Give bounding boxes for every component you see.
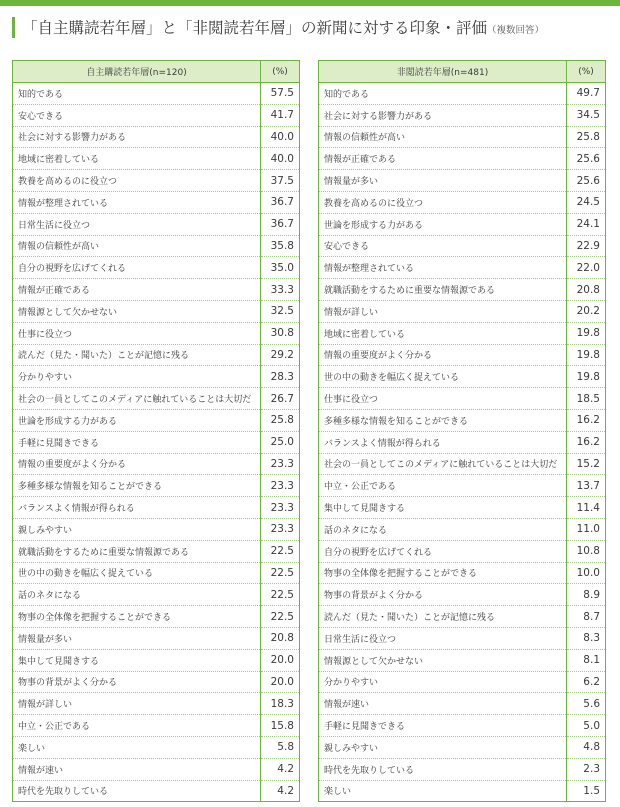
left-table-item-label: 情報源として欠かせない [13, 300, 261, 322]
left-table-row [13, 126, 300, 148]
left-table-item-value: 23.3 [261, 518, 300, 540]
left-table-item-label: 集中して見聞きする [13, 649, 261, 671]
left-table-row [13, 148, 300, 170]
left-table-body [13, 83, 300, 802]
right-table-row [319, 606, 606, 628]
right-table-item-label: 情報が正確である [319, 148, 567, 170]
right-table-header-row [319, 61, 606, 83]
left-table-item-value: 35.8 [261, 235, 300, 257]
left-table-item-value: 20.8 [261, 627, 300, 649]
left-table-item-value: 35.0 [261, 257, 300, 279]
right-table-item-label: 情報の重要度がよく分かる [319, 344, 567, 366]
right-table-item-value: 24.5 [567, 191, 606, 213]
left-table-item-label: 物事の背景がよく分かる [13, 671, 261, 693]
left-table-row [13, 736, 300, 758]
right-table-item-label: 世の中の動きを幅広く捉えている [319, 366, 567, 388]
left-table-row [13, 213, 300, 235]
right-table-row [319, 300, 606, 322]
right-table-item-value: 19.8 [567, 366, 606, 388]
left-table-row [13, 497, 300, 519]
left-table-item-value: 30.8 [261, 322, 300, 344]
right-table-row [319, 453, 606, 475]
left-table-item-value: 29.2 [261, 344, 300, 366]
left-table-row [13, 584, 300, 606]
right-table-item-label: 楽しい [319, 780, 567, 802]
right-table-row [319, 758, 606, 780]
left-table-item-label: 社会の一員としてこのメディアに触れていることは大切だ [13, 388, 261, 410]
right-table-item-value: 5.6 [567, 693, 606, 715]
left-table-row [13, 104, 300, 126]
right-table-item-value: 20.2 [567, 300, 606, 322]
left-table-item-value: 22.5 [261, 584, 300, 606]
right-table-item-value: 2.3 [567, 758, 606, 780]
left-table-item-value: 40.0 [261, 126, 300, 148]
right-table-item-label: 情報が整理されている [319, 257, 567, 279]
left-table-item-value: 36.7 [261, 213, 300, 235]
left-table-row [13, 170, 300, 192]
left-table-row [13, 431, 300, 453]
right-table-item-label: 情報源として欠かせない [319, 649, 567, 671]
left-table-item-value: 4.2 [261, 758, 300, 780]
right-table-row [319, 693, 606, 715]
left-table-item-label: 自分の視野を広げてくれる [13, 257, 261, 279]
left-table-row [13, 671, 300, 693]
right-table-item-label: 地域に密着している [319, 322, 567, 344]
right-table-item-value: 8.3 [567, 627, 606, 649]
right-table-body [319, 83, 606, 802]
left-table-item-label: 中立・公正である [13, 715, 261, 737]
left-table-row [13, 257, 300, 279]
right-table-item-value: 10.8 [567, 540, 606, 562]
left-table-item-label: 情報の重要度がよく分かる [13, 453, 261, 475]
right-table-item-label: 社会に対する影響力がある [319, 104, 567, 126]
left-table-item-label: 話のネタになる [13, 584, 261, 606]
left-table-unit: (%) [261, 61, 300, 83]
right-table-item-label: 情報の信頼性が高い [319, 126, 567, 148]
left-table-row [13, 344, 300, 366]
left-table-item-value: 40.0 [261, 148, 300, 170]
right-table-item-value: 13.7 [567, 475, 606, 497]
left-table-item-label: 情報が正確である [13, 279, 261, 301]
right-table-item-label: 読んだ（見た・聞いた）ことが記憶に残る [319, 606, 567, 628]
left-table-row [13, 606, 300, 628]
right-table-row [319, 562, 606, 584]
right-table-item-label: 情報量が多い [319, 170, 567, 192]
left-table-row [13, 540, 300, 562]
right-table-item-label: 集中して見聞きする [319, 497, 567, 519]
right-table-item-value: 15.2 [567, 453, 606, 475]
right-table-item-label: 手軽に見聞きできる [319, 715, 567, 737]
left-table-item-value: 18.3 [261, 693, 300, 715]
right-table-item-value: 22.9 [567, 235, 606, 257]
right-table-item-value: 20.8 [567, 279, 606, 301]
left-table-item-value: 22.5 [261, 562, 300, 584]
right-table-item-value: 25.6 [567, 170, 606, 192]
right-table-row [319, 627, 606, 649]
left-table-item-label: 情報量が多い [13, 627, 261, 649]
left-table-item-label: 日常生活に役立つ [13, 213, 261, 235]
right-table-item-value: 25.6 [567, 148, 606, 170]
left-table-item-value: 5.8 [261, 736, 300, 758]
right-table-item-label: 親しみやすい [319, 736, 567, 758]
left-table-item-value: 26.7 [261, 388, 300, 410]
right-table-row [319, 83, 606, 105]
right-table-item-label: 多種多様な情報を知ることができる [319, 409, 567, 431]
left-table-item-value: 28.3 [261, 366, 300, 388]
right-table-row [319, 344, 606, 366]
right-table-row [319, 780, 606, 802]
right-table-item-label: 話のネタになる [319, 518, 567, 540]
right-table-row [319, 431, 606, 453]
right-table [318, 60, 606, 802]
left-table-item-value: 23.3 [261, 497, 300, 519]
left-table-row [13, 388, 300, 410]
right-table-item-label: 教養を高めるのに役立つ [319, 191, 567, 213]
right-table-item-value: 19.8 [567, 344, 606, 366]
left-table-item-label: 物事の全体像を把握することができる [13, 606, 261, 628]
left-table-item-label: 世論を形成する力がある [13, 409, 261, 431]
left-table-row [13, 322, 300, 344]
left-table-item-label: 多種多様な情報を知ることができる [13, 475, 261, 497]
right-table-item-value: 34.5 [567, 104, 606, 126]
left-table [12, 60, 300, 802]
left-table-item-value: 25.0 [261, 431, 300, 453]
title-accent-mark [12, 17, 15, 38]
title-note: （複数回答） [487, 25, 545, 36]
left-table-item-label: 仕事に役立つ [13, 322, 261, 344]
right-table-item-label: 世論を形成する力がある [319, 213, 567, 235]
left-table-item-label: 社会に対する影響力がある [13, 126, 261, 148]
right-table-item-value: 10.0 [567, 562, 606, 584]
right-table-row [319, 170, 606, 192]
right-table-item-label: バランスよく情報が得られる [319, 431, 567, 453]
left-table-item-label: 情報の信頼性が高い [13, 235, 261, 257]
left-table-item-value: 36.7 [261, 191, 300, 213]
right-table-item-label: 分かりやすい [319, 671, 567, 693]
left-table-item-label: 読んだ（見た・聞いた）ことが記憶に残る [13, 344, 261, 366]
left-table-item-value: 22.5 [261, 606, 300, 628]
right-table-item-value: 25.8 [567, 126, 606, 148]
left-table-row [13, 366, 300, 388]
right-table-item-value: 8.7 [567, 606, 606, 628]
right-table-row [319, 497, 606, 519]
right-table-item-label: 日常生活に役立つ [319, 627, 567, 649]
right-table-row [319, 366, 606, 388]
left-table-item-label: 情報が速い [13, 758, 261, 780]
left-table-item-value: 20.0 [261, 649, 300, 671]
left-table-row [13, 235, 300, 257]
right-table-item-label: 仕事に役立つ [319, 388, 567, 410]
right-table-row [319, 213, 606, 235]
right-table-item-value: 16.2 [567, 431, 606, 453]
page-title [22, 17, 544, 39]
left-table-item-label: 親しみやすい [13, 518, 261, 540]
left-table-item-value: 33.3 [261, 279, 300, 301]
right-table-row [319, 104, 606, 126]
right-table-item-label: 社会の一員としてこのメディアに触れていることは大切だ [319, 453, 567, 475]
right-table-item-label: 物事の全体像を把握することができる [319, 562, 567, 584]
right-table-row [319, 126, 606, 148]
left-table-row [13, 627, 300, 649]
right-table-row [319, 235, 606, 257]
right-table-item-label: 物事の背景がよく分かる [319, 584, 567, 606]
right-table-item-label: 自分の視野を広げてくれる [319, 540, 567, 562]
left-table-row [13, 758, 300, 780]
left-table-header: 自主購読若年層(n=120) [13, 61, 261, 83]
right-table-row [319, 191, 606, 213]
left-table-row [13, 715, 300, 737]
right-table-item-label: 中立・公正である [319, 475, 567, 497]
left-table-item-label: バランスよく情報が得られる [13, 497, 261, 519]
left-table-item-label: 地域に密着している [13, 148, 261, 170]
left-table-row [13, 518, 300, 540]
left-table-row [13, 191, 300, 213]
right-table-item-label: 時代を先取りしている [319, 758, 567, 780]
left-table-item-label: 教養を高めるのに役立つ [13, 170, 261, 192]
right-table-item-value: 1.5 [567, 780, 606, 802]
left-table-item-label: 手軽に見聞きできる [13, 431, 261, 453]
right-table-row [319, 475, 606, 497]
left-table-item-label: 知的である [13, 83, 261, 105]
left-table-item-value: 57.5 [261, 83, 300, 105]
right-table-row [319, 540, 606, 562]
left-table-row [13, 279, 300, 301]
right-table-item-value: 6.2 [567, 671, 606, 693]
left-table-item-value: 37.5 [261, 170, 300, 192]
right-table-item-value: 16.2 [567, 409, 606, 431]
left-table-row [13, 300, 300, 322]
left-table-item-label: 就職活動をするために重要な情報源である [13, 540, 261, 562]
right-table-item-value: 49.7 [567, 83, 606, 105]
left-table-item-value: 32.5 [261, 300, 300, 322]
left-table-item-value: 23.3 [261, 475, 300, 497]
top-accent-bar [0, 0, 620, 6]
left-table-item-value: 15.8 [261, 715, 300, 737]
right-table-unit: (%) [567, 61, 606, 83]
left-table-row [13, 649, 300, 671]
title-main: 「自主購読若年層」と「非閲読若年層」の新聞に対する印象・評価 [22, 19, 488, 37]
right-table-row [319, 322, 606, 344]
right-table-item-value: 22.0 [567, 257, 606, 279]
right-table-item-label: 情報が速い [319, 693, 567, 715]
right-table-row [319, 715, 606, 737]
right-table-item-value: 11.0 [567, 518, 606, 540]
right-table-row [319, 388, 606, 410]
left-table-row [13, 453, 300, 475]
left-table-row [13, 83, 300, 105]
left-table-row [13, 409, 300, 431]
right-table-row [319, 409, 606, 431]
left-table-item-value: 23.3 [261, 453, 300, 475]
right-table-item-value: 18.5 [567, 388, 606, 410]
left-table-item-label: 情報が整理されている [13, 191, 261, 213]
left-table-header-row [13, 61, 300, 83]
left-table-item-label: 楽しい [13, 736, 261, 758]
left-table-row [13, 475, 300, 497]
right-table-row [319, 279, 606, 301]
right-table-item-label: 情報が詳しい [319, 300, 567, 322]
right-table-row [319, 257, 606, 279]
left-table-item-value: 41.7 [261, 104, 300, 126]
left-table-row [13, 780, 300, 802]
right-table-item-label: 安心できる [319, 235, 567, 257]
right-table-item-label: 就職活動をするために重要な情報源である [319, 279, 567, 301]
right-table-item-value: 24.1 [567, 213, 606, 235]
right-table-row [319, 736, 606, 758]
left-table-item-label: 安心できる [13, 104, 261, 126]
right-table-item-value: 8.1 [567, 649, 606, 671]
left-table-item-label: 世の中の動きを幅広く捉えている [13, 562, 261, 584]
right-table-item-value: 19.8 [567, 322, 606, 344]
right-table-row [319, 671, 606, 693]
right-table-item-value: 11.4 [567, 497, 606, 519]
right-table-item-value: 5.0 [567, 715, 606, 737]
right-table-item-value: 8.9 [567, 584, 606, 606]
right-table-row [319, 584, 606, 606]
left-table-item-value: 25.8 [261, 409, 300, 431]
right-table-row [319, 148, 606, 170]
left-table-row [13, 693, 300, 715]
left-table-item-label: 分かりやすい [13, 366, 261, 388]
left-table-item-value: 22.5 [261, 540, 300, 562]
left-table-item-value: 20.0 [261, 671, 300, 693]
left-table-item-label: 情報が詳しい [13, 693, 261, 715]
left-table-row [13, 562, 300, 584]
right-table-item-label: 知的である [319, 83, 567, 105]
left-table-item-value: 4.2 [261, 780, 300, 802]
right-table-item-value: 4.8 [567, 736, 606, 758]
right-table-row [319, 518, 606, 540]
right-table-header: 非閲読若年層(n=481) [319, 61, 567, 83]
right-table-row [319, 649, 606, 671]
left-table-item-label: 時代を先取りしている [13, 780, 261, 802]
